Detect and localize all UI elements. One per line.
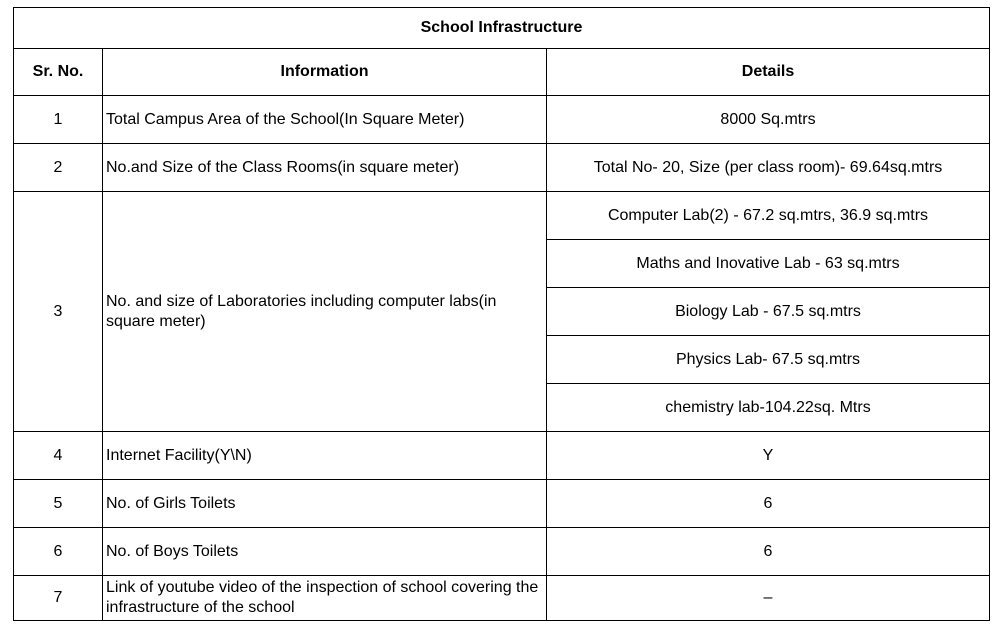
row-information: Total Campus Area of the School(In Square Meter) [103,96,547,144]
infrastructure-table [13,7,990,621]
row-information: Internet Facility(Y\N) [103,432,547,480]
table-title: School Infrastructure [14,8,990,49]
table-row [14,96,990,144]
row-information: Link of youtube video of the inspection of school covering the infrastructure of the school [103,576,547,621]
row-details: – [547,576,990,621]
lab-detail-biology: Biology Lab - 67.5 sq.mtrs [547,288,990,336]
row-details: Total No- 20, Size (per class room)- 69.64sq.mtrs [547,144,990,192]
table-row [14,432,990,480]
row-sr-no: 6 [14,528,103,576]
row-information: No. of Girls Toilets [103,480,547,528]
table-row [14,480,990,528]
row-information: No. and size of Laboratories including computer labs(in square meter) [103,192,547,432]
row-details: 8000 Sq.mtrs [547,96,990,144]
lab-detail-physics: Physics Lab- 67.5 sq.mtrs [547,336,990,384]
row-sr-no: 4 [14,432,103,480]
row-information: No. of Boys Toilets [103,528,547,576]
lab-detail-chemistry: chemistry lab-104.22sq. Mtrs [547,384,990,432]
row-sr-no: 2 [14,144,103,192]
header-details: Details [547,49,990,96]
row-details: 6 [547,528,990,576]
lab-detail-maths: Maths and Inovative Lab - 63 sq.mtrs [547,240,990,288]
row-details: 6 [547,480,990,528]
table-row [14,576,990,621]
header-sr-no: Sr. No. [14,49,103,96]
table-row [14,528,990,576]
row-information: No.and Size of the Class Rooms(in square meter) [103,144,547,192]
row-sr-no: 5 [14,480,103,528]
row-details: Y [547,432,990,480]
table-row [14,192,990,240]
row-sr-no: 3 [14,192,103,432]
row-sr-no: 7 [14,576,103,621]
row-sr-no: 1 [14,96,103,144]
header-information: Information [103,49,547,96]
lab-detail-computer: Computer Lab(2) - 67.2 sq.mtrs, 36.9 sq.mtrs [547,192,990,240]
table-row [14,144,990,192]
